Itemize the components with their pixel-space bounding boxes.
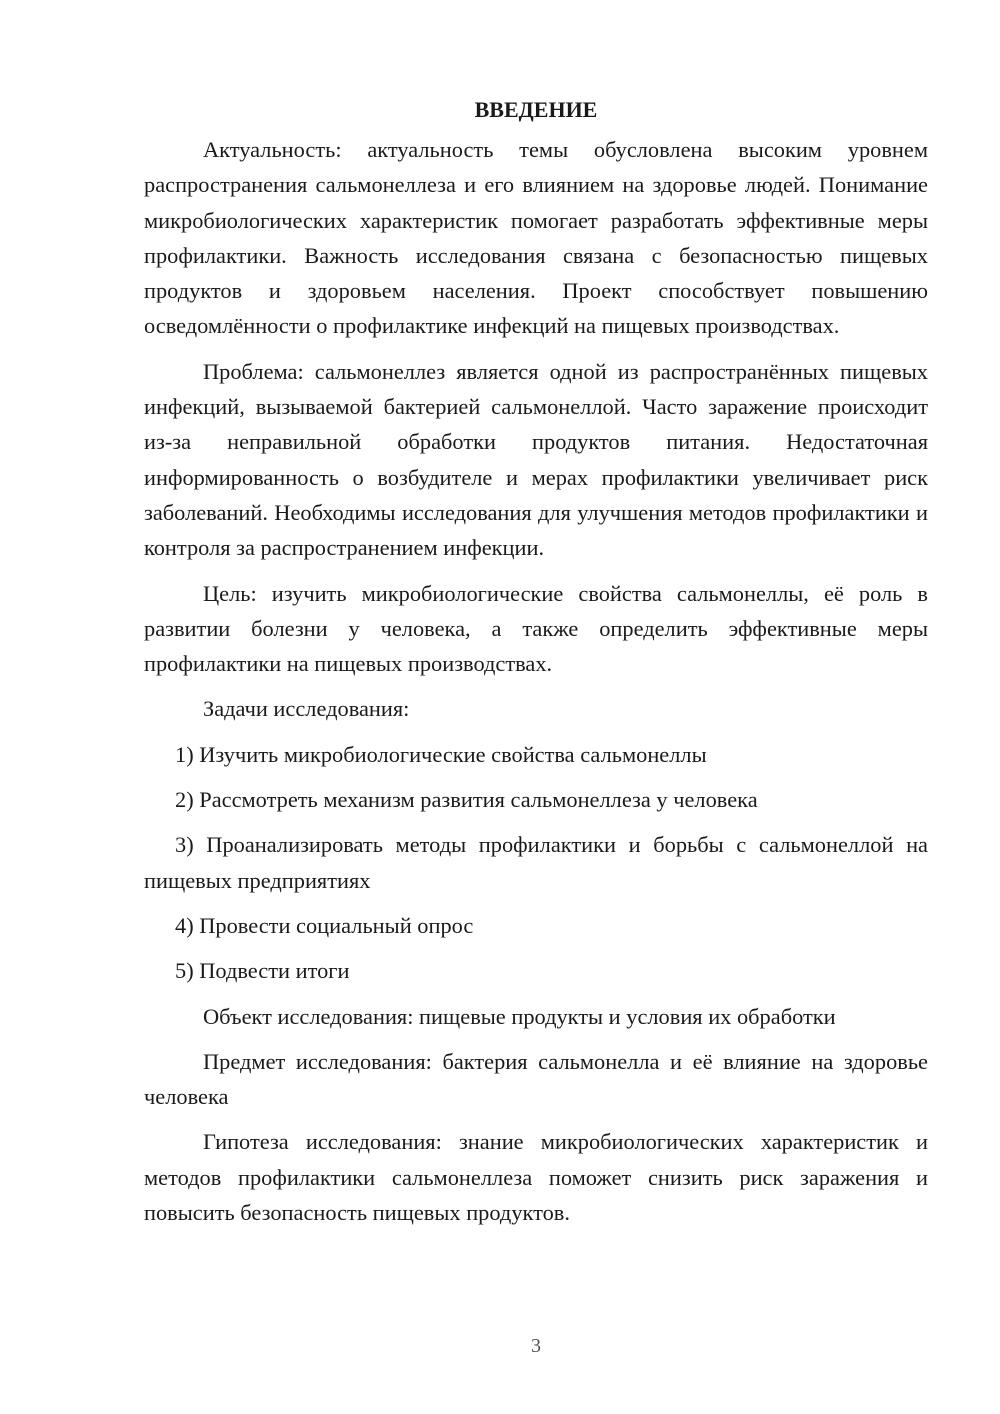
goal-paragraph: Цель: изучить микробиологические свойства сальмонеллы, её роль в развитии болезни у человека, а также определить эффективные меры профилактики на пищевых производствах.	[144, 580, 928, 677]
task-item-1: 1) Изучить микробиологические свойства сальмонеллы	[175, 741, 707, 767]
relevance-paragraph: Актуальность: актуальность темы обусловлена высоким уровнем распространения сальмонеллеза и его влиянием на здоровье людей. Понимание микробиологических характеристик помогает разработать эффективные меры профилактики. Важность исследования связана с безопасностью пищевых продуктов и здоровьем населения. Проект способствует повышению осведомлённости о профилактике инфекций на пищевых производствах.	[144, 137, 928, 339]
subject-paragraph: Предмет исследования: бактерия сальмонелла и её влияние на здоровье человека	[144, 1048, 928, 1110]
task-item-2: 2) Рассмотреть механизм развития сальмонеллеза у человека	[175, 787, 758, 813]
problem-paragraph: Проблема: сальмонеллез является одной из распространённых пищевых инфекций, вызываемой бактерией сальмонеллой. Часто заражение происходит из-за неправильной обработки продуктов питания. Недостаточная информированность о возбудителе и мерах профилактики увеличивает риск заболеваний. Необходимы исследования для улучшения методов профилактики и контроля за распространением инфекции.	[144, 358, 928, 561]
hypothesis-paragraph: Гипотеза исследования: знание микробиологических характеристик и методов профилактики сальмонеллеза поможет снизить риск заражения и повысить безопасность пищевых продуктов.	[144, 1129, 928, 1226]
object-paragraph: Объект исследования: пищевые продукты и условия их обработки	[203, 1003, 836, 1029]
section-title: ВВЕДЕНИЕ	[474, 97, 598, 122]
task-item-4: 4) Провести социальный опрос	[175, 912, 474, 938]
task-item-3: 3) Проанализировать методы профилактики и борьбы с сальмонеллой на пищевых предприятиях	[144, 832, 928, 893]
page-number: 3	[531, 1335, 541, 1357]
tasks-heading: Задачи исследования:	[203, 696, 410, 722]
task-item-5: 5) Подвести итоги	[175, 958, 350, 984]
page-content	[144, 92, 928, 1240]
